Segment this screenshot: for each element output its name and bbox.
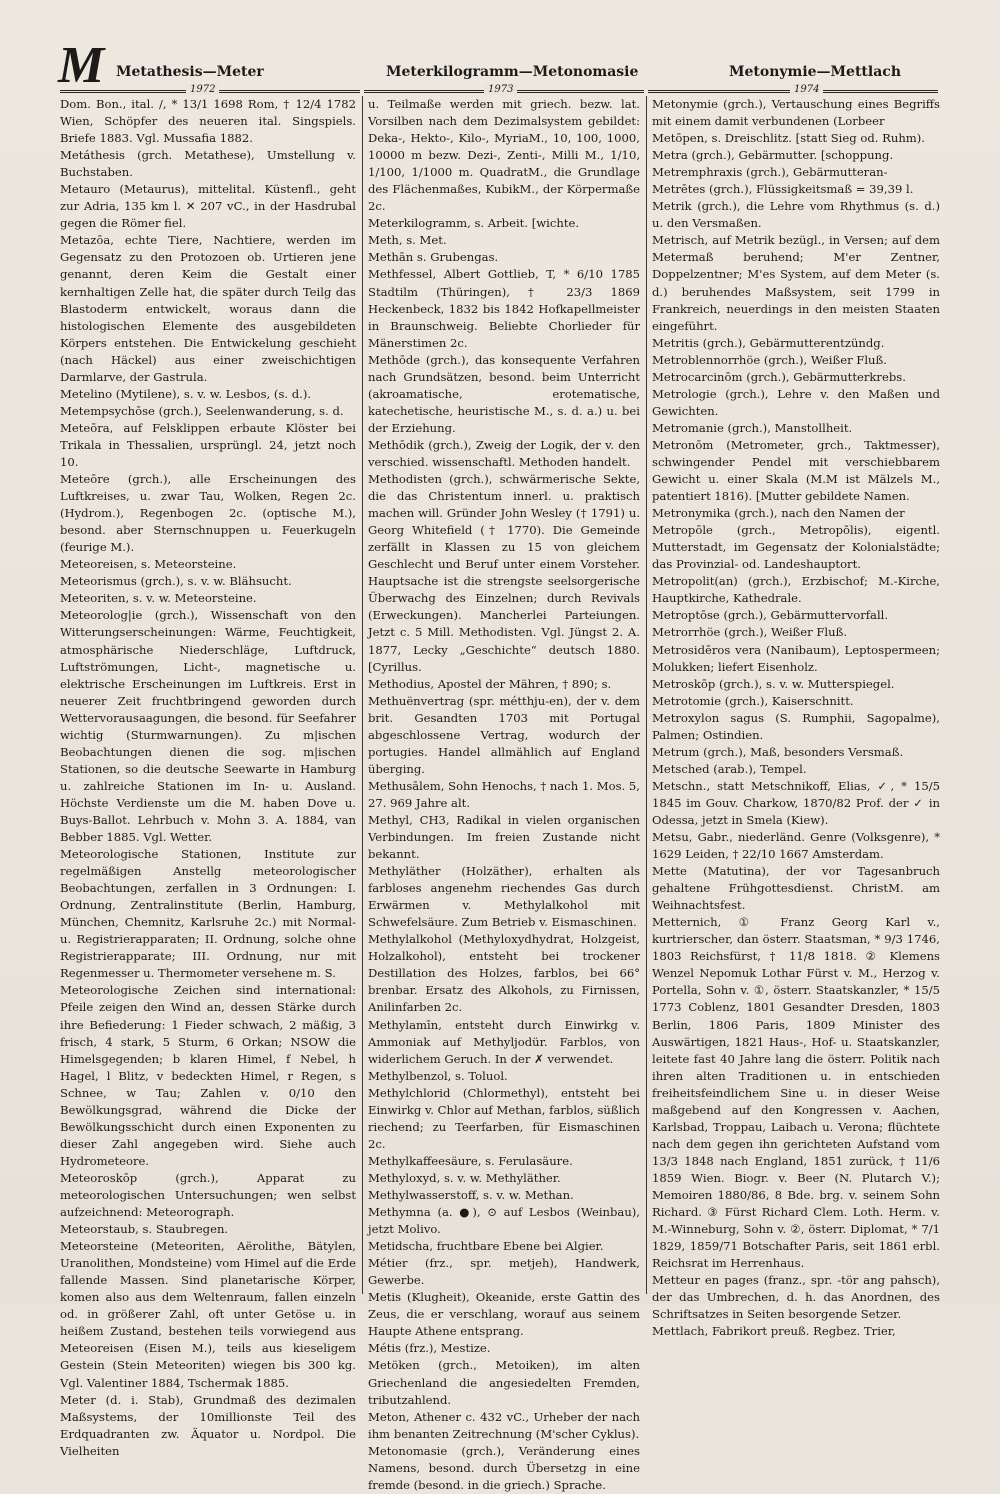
entry-paragraph: Methodius, Apostel der Mähren, † 890; s.: [368, 676, 612, 691]
entry-paragraph: Methylwasserstoff, s. v. w. Methan.: [368, 1188, 574, 1202]
page-number-1972: 1972: [186, 84, 219, 95]
entry-paragraph: Meteorsteine (Meteoriten, Aërolithe, Bätylen, Uranolithen, Mondsteine) vom Himel auf die Erde fallende Massen. Sind planetarische Körper, komen also aus dem Weltenraum, fallen einzeln od. in größerer Zahl, oft unter Getöse u. in heißem Zustand, bestehen teils vorwiegend aus Meteoreisen (Eisen M.), teils aus kieseligem Gestein (Stein Meteoriten) wiegen bis 300 kg. Vgl. Valentiner 1884, Tschermak 1885.: [60, 1239, 356, 1390]
entry-paragraph: Meteorismus (grch.), s. v. w. Blähsucht.: [60, 574, 292, 589]
column-3-header: Metonymie—Mettlach: [729, 64, 901, 80]
entry-paragraph: Methuënvertrag (spr. métthju-en), der v. dem brit. Gesandten 1703 mit Portugal abgeschlossene Vertrag, wodurch der portugies. Handel allmählich auf England überging.: [368, 693, 640, 776]
entry-paragraph: Metonomasie (grch.), Veränderung eines Namens, besond. durch Übersetzg in eine fremde (besond. in die griech.) Sprache.: [368, 1443, 640, 1492]
entry-paragraph: Metremphraxis (grch.), Gebärmutteran-: [652, 165, 888, 180]
entry-paragraph: Metōpen, s. Dreischlitz. [statt Sieg od. Ruhm).: [652, 131, 925, 146]
entry-paragraph: Methylamīn, entsteht durch Einwirkg v. Ammoniak auf Methyljodür. Farblos, von widerlichem Geruch. In der ✗ verwendet.: [368, 1017, 640, 1066]
entry-paragraph: Meton, Athener c. 432 vC., Urheber der nach ihm benanten Zeitrechnung (M'scher Cyklus).: [368, 1409, 640, 1441]
entry-paragraph: Metroptōse (grch.), Gebärmuttervorfall.: [652, 608, 889, 623]
entry-paragraph: Meteōra, auf Felsklippen erbaute Klöster bei Trikala in Thessalien, ursprüngl. 24, jetzt noch 10.: [60, 420, 356, 469]
entry-paragraph: Metsched (arab.), Tempel.: [652, 761, 807, 776]
entry-paragraph: Methylbenzol, s. Toluol.: [368, 1068, 508, 1083]
entry-paragraph: Metrologie (grch.), Lehre v. den Maßen und Gewichten.: [652, 386, 940, 418]
section-letter: M: [58, 37, 103, 94]
entry-paragraph: Metrisch, auf Metrik bezügl., in Versen; auf dem Metermaß beruhend; M'er Zentner, Doppelzentner; M'es System, auf dem Meter (s. d.) beruhendes Maßsystem, seit 1799 in Frankreich, neuerdings in den meisten Staaten eingeführt.: [652, 233, 940, 333]
entry-paragraph: Meteorolog|ie (grch.), Wissenschaft von den Witterungserscheinungen: Wärme, Feuchtigkeit, atmosphärische Niederschläge, Luftdruck, Luftströmungen, Licht-, magnetische u. elektrische Erscheinungen im Luftkreis. Erst in neuerer Zeit fruchtbringend geworden durch Wettervorausaagungen, die besond. für Seefahrer wichtig (Sturmwarnungen). Zu m|ischen Beobachtungen dienen die sog. m|ischen Stationen, so die deutsche Seewarte in Hamburg u. zahlreiche Stationen im In- u. Ausland. Höchste Verdienste um die M. haben Dove u. Buys-Ballot. Lehrbuch v. Mohn 3. A. 1884, van Bebber 1885. Vgl. Wetter.: [60, 608, 356, 845]
entry-paragraph: Metonymie (grch.), Vertauschung eines Begriffs mit einem damit verbundenen (Lorbeer: [652, 97, 940, 129]
column-divider-1: [362, 96, 363, 1294]
entry-paragraph: Metazōa, echte Tiere, Nachtiere, werden im Gegensatz zu den Protozoen ob. Urtieren jene genannt, deren Keim die Gestalt einer kernhaltigen Zelle hat, die später durch Teilg das Blastoderm entwickelt, woraus dann die histologischen Elemente des ausgebildeten Körpers entstehen. Die Entwickelung geschieht (nach Häckel) aus einer zweischichtigen Darmlarve, der Gastrula.: [60, 233, 356, 384]
entry-paragraph: Dom. Bon., ital. /, * 13/1 1698 Rom, † 12/4 1782 Wien, Schöpfer des neueren ital. Singspiels. Briefe 1883. Vgl. Mussafia 1882.: [60, 97, 356, 146]
entry-paragraph: Metropolit(an) (grch.), Erzbischof; M.-Kirche, Hauptkirche, Kathedrale.: [652, 574, 940, 606]
entry-paragraph: Metteur en pages (franz., spr. -tör ang pahsch), der das Umbrechen, d. h. das Anordnen, des Schriftsatzes in Seiten besorgende Setzer.: [652, 1273, 940, 1322]
column-2: [368, 96, 640, 1492]
entry-paragraph: Metritis (grch.), Gebärmutterentzündg.: [652, 335, 885, 350]
page-number-1974: 1974: [790, 84, 823, 95]
entry-paragraph: Metrocarcinōm (grch.), Gebärmutterkrebs.: [652, 369, 906, 384]
entry-paragraph: Meteorologische Zeichen sind international: Pfeile zeigen den Wind an, dessen Stärke durch ihre Befiederung: 1 Fieder schwach, 2 mäßig, 3 frisch, 4 stark, 5 Sturm, 6 Orkan; NSOW die Himelsgegenden; b klaren Himel, f Nebel, h Hagel, l Blitz, v bedeckten Himel, r Regen, s Schnee, w Tau; Zahlen v. 0/10 den Bewölkungsgrad, während die Dicke der Bewölkungsschicht durch einen Exponenten zu dieser Zahl angegeben wird. Siehe auch Hydrometeore.: [60, 983, 356, 1168]
entry-paragraph: Metrik (grch.), die Lehre vom Rhythmus (s. d.) u. den Versmaßen.: [652, 199, 940, 231]
entry-paragraph: Metropōle (grch., Metropŏlis), eigentl. Mutterstadt, im Gegensatz der Kolonialstädte; das Provinzial- od. Landeshauptort.: [652, 523, 940, 572]
entry-paragraph: Methōdik (grch.), Zweig der Logik, der v. den verschied. wissenschaftl. Methoden handelt.: [368, 437, 640, 469]
entry-paragraph: Metáthesis (grch. Metathese), Umstellung v. Buchstaben.: [60, 148, 356, 180]
entry-paragraph: Methusālem, Sohn Henochs, † nach 1. Mos. 5, 27. 969 Jahre alt.: [368, 778, 640, 810]
entry-paragraph: Metroblennorrhöe (grch.), Weißer Fluß.: [652, 352, 887, 367]
entry-paragraph: Methān s. Grubengas.: [368, 250, 499, 265]
page-number-1973: 1973: [484, 84, 517, 95]
entry-paragraph: Metsu, Gabr., niederländ. Genre (Volksgenre), * 1629 Leiden, † 22/10 1667 Amsterdam.: [652, 830, 940, 862]
entry-paragraph: Metroskōp (grch.), s. v. w. Mutterspiegel.: [652, 676, 895, 691]
entry-paragraph: Meteoriten, s. v. w. Meteorsteine.: [60, 591, 257, 606]
entry-paragraph: Methylkaffeesäure, s. Ferulasäure.: [368, 1153, 573, 1168]
entry-paragraph: Meterkilogramm, s. Arbeit. [wichte.: [368, 216, 580, 231]
entry-paragraph: Meteorstaub, s. Staubregen.: [60, 1222, 229, 1237]
entry-paragraph: Meteorologische Stationen, Institute zur regelmäßigen Anstellg meteorologischer Beobachtungen, zerfallen in 3 Ordnungen: I. Ordnung, Zentralinstitute (Berlin, Hamburg, München, Chemnitz, Karlsruhe 2c.) mit Normal- u. Registrierapparaten; II. Ordnung, solche ohne Registrierapparate; III. Ordnung, nur mit Regenmesser u. Thermometer versehene m. S.: [60, 847, 356, 981]
entry-paragraph: Methodisten (grch.), schwärmerische Sekte, die das Christentum innerl. u. praktisch machen will. Gründer John Wesley († 1791) u. Georg Whitefield († 1770). Die Gemeinde zerfällt in Klassen zu 15 von gleichem Geschlecht und Beruf unter einem Vorsteher. Hauptsache ist die strengste seelsorgerische Überwachg des Einzelnen; durch Revivals (Erweckungen). Mancherlei Parteiungen. Jetzt c. 5 Mill. Methodisten. Vgl. Jüngst 2. A. 1877, Lecky „Geschichte“ deutsch 1880. [Cyrillus.: [368, 472, 640, 674]
entry-paragraph: Metidscha, fruchtbare Ebene bei Algier.: [368, 1239, 604, 1254]
entry-paragraph: Meter (d. i. Stab), Grundmaß des dezimalen Maßsystems, der 10millionste Teil des Erdquadranten zw. Äquator u. Nordpol. Die Vielheiten: [60, 1392, 356, 1458]
entry-paragraph: Methfessel, Albert Gottlieb, T, * 6/10 1785 Stadtilm (Thüringen), † 23/3 1869 Heckenbeck, 1832 bis 1842 Hofkapellmeister in Braunschweig. Beliebte Chorlieder für Mänerstimen 2c.: [368, 267, 640, 350]
entry-paragraph: Methylalkohol (Methyloxydhydrat, Holzgeist, Holzalkohol), entsteht bei trockener Destillation des Holzes, farblos, bei 66° brenbar. Ersatz des Alkohols, zu Firnissen, Anilinfarben 2c.: [368, 932, 640, 1015]
entry-paragraph: Metelino (Mytilene), s. v. w. Lesbos, (s. d.).: [60, 386, 312, 401]
entry-paragraph: Meteoroskōp (grch.), Apparat zu meteorologischen Untersuchungen; wen selbst aufzeichnend: Meteorograph.: [60, 1170, 356, 1220]
entry-paragraph: Metternich, ① Franz Georg Karl v., kurtrierscher, dan österr. Staatsman, * 9/3 1746, 1803 Reichsfürst, † 11/8 1818. ② Klemens Wenzel Nepomuk Lothar Fürst v. M., Herzog v. Portella, Sohn v. ①, österr. Staatskanzler, * 15/5 1773 Coblenz, 1801 Gesandter Dresden, 1803 Berlin, 1806 Paris, 1809 Minister des Auswärtigen, 1821 Haus-, Hof- u. Staatskanzler, leitete fast 40 Jahre lang die österr. Politik nach ihren alten Traditionen u. in entschieden freiheitsfeindlichem Sine u. in dieser Weise maßgebend auf den Kongressen v. Aachen, Karlsbad, Troppau, Laibach u. Verona; flüchtete nach dem gegen ihn gerichteten Aufstand vom 13/3 1848 nach England, 1851 zurück, † 11/6 1859 Wien. Biogr. v. Beer (N. Plutarch V.); Memoiren 1880/86, 8 Bde. brg. v. seinem Sohn Richard. ③ Fürst Richard Clem. Loth. Herm. v. M.-Winneburg, Sohn v. ②, österr. Diplomat, * 7/1 1829, 1859/71 Botschafter Paris, seit 1861 erbl. Reichsrat im Herrenhaus.: [652, 915, 940, 1271]
column-2-header: Meterkilogramm—Metonomasie: [386, 64, 639, 80]
entry-paragraph: Metronōm (Metrometer, grch., Taktmesser), schwingender Pendel mit verschiebbarem Gewicht u. einer Skala (M.M ist Mälzels M., patentiert 1816). [Mutter gebildete Namen.: [652, 437, 940, 504]
entry-paragraph: Metöken (grch., Metoiken), im alten Griechenland die angesiedelten Fremden, tributzahlend.: [368, 1358, 640, 1407]
entry-paragraph: Meteoreisen, s. Meteorsteine.: [60, 557, 237, 572]
entry-paragraph: Metrorrhöe (grch.), Weißer Fluß.: [652, 625, 848, 640]
column-1: [60, 96, 356, 1458]
entry-paragraph: Methyläther (Holzäther), erhalten als farbloses angenehm riechendes Gas durch Erwärmen v. Methylalkohol mit Schwefelsäure. Zum Betrieb v. Eismaschinen.: [368, 864, 640, 930]
column-3: [652, 96, 940, 1339]
entry-paragraph: Métis (frz.), Mestize.: [368, 1341, 491, 1356]
column-divider-2: [646, 96, 647, 1294]
entry-paragraph: u. Teilmaße werden mit griech. bezw. lat. Vorsilben nach dem Dezimalsystem gebildet: Deka-, Hekto-, Kilo-, MyriaM., 10, 100, 1000, 10000 m bezw. Dezi-, Zenti-, Milli M., 1/10, 1/100, 1/1000 m. QuadratM., die Grundlage des Flächenmaßes, KubikM., der Körpermaße 2c.: [368, 97, 640, 214]
entry-paragraph: Metis (Klugheit), Okeanide, erste Gattin des Zeus, die er verschlang, worauf aus seinem Haupte Athene entsprang.: [368, 1290, 640, 1339]
entry-paragraph: Metrum (grch.), Maß, besonders Versmaß.: [652, 744, 904, 759]
entry-paragraph: Metrosidēros vera (Nanibaum), Leptospermeen; Molukken; liefert Eisenholz.: [652, 642, 940, 674]
entry-paragraph: Metronymika (grch.), nach den Namen der: [652, 506, 905, 521]
entry-paragraph: Metromanie (grch.), Manstollheit.: [652, 420, 853, 435]
entry-paragraph: Metempsychōse (grch.), Seelenwanderung, s. d.: [60, 403, 344, 418]
entry-paragraph: Metrētes (grch.), Flüssigkeitsmaß = 39,39 l.: [652, 182, 914, 197]
entry-paragraph: Metra (grch.), Gebärmutter. [schoppung.: [652, 148, 894, 163]
entry-paragraph: Methymna (a. ●), ⊙ auf Lesbos (Weinbau), jetzt Molivo.: [368, 1205, 640, 1237]
entry-paragraph: Metrotomie (grch.), Kaiserschnitt.: [652, 693, 854, 708]
entry-paragraph: Meteōre (grch.), alle Erscheinungen des Luftkreises, u. zwar Tau, Wolken, Regen 2c. (Hydrom.), Regenbogen 2c. (optische M.), besond. aber Sternschnuppen u. Feuerkugeln (feurige M.).: [60, 472, 356, 555]
entry-paragraph: Metroxylon sagus (S. Rumphii, Sagopalme), Palmen; Ostindien.: [652, 710, 940, 742]
entry-paragraph: Methylchlorid (Chlormethyl), entsteht bei Einwirkg v. Chlor auf Methan, farblos, süßlich riechend; zu Teerfarben, für Eismaschinen 2c.: [368, 1085, 640, 1151]
column-1-header: Metathesis—Meter: [116, 64, 264, 80]
entry-paragraph: Metschn., statt Metschnikoff, Elias, ✓, * 15/5 1845 im Gouv. Charkow, 1870/82 Prof. der ✓ in Odessa, jetzt in Smela (Kiew).: [652, 778, 940, 827]
entry-paragraph: Métier (frz., spr. metjeh), Handwerk, Gewerbe.: [368, 1256, 640, 1288]
entry-paragraph: Metauro (Metaurus), mittelital. Küstenfl., geht zur Adria, 135 km l. ✕ 207 vC., in der Hasdrubal gegen die Römer fiel.: [60, 182, 356, 231]
entry-paragraph: Methyl, CH3, Radikal in vielen organischen Verbindungen. Im freien Zustande nicht bekannt.: [368, 812, 640, 862]
entry-paragraph: Mettlach, Fabrikort preuß. Regbez. Trier,: [652, 1324, 896, 1339]
entry-paragraph: Meth, s. Met.: [368, 233, 447, 248]
entry-paragraph: Methyloxyd, s. v. w. Methyläther.: [368, 1170, 561, 1185]
entry-paragraph: Methōde (grch.), das konsequente Verfahren nach Grundsätzen, besond. beim Unterricht (akroamatische, erotematische, katechetische, heuristische M., s. d. a.) u. bei der Erziehung.: [368, 352, 640, 435]
entry-paragraph: Mette (Matutina), der vor Tagesanbruch gehaltene Frühgottesdienst. ChristM. am Weihnachtsfest.: [652, 864, 940, 913]
